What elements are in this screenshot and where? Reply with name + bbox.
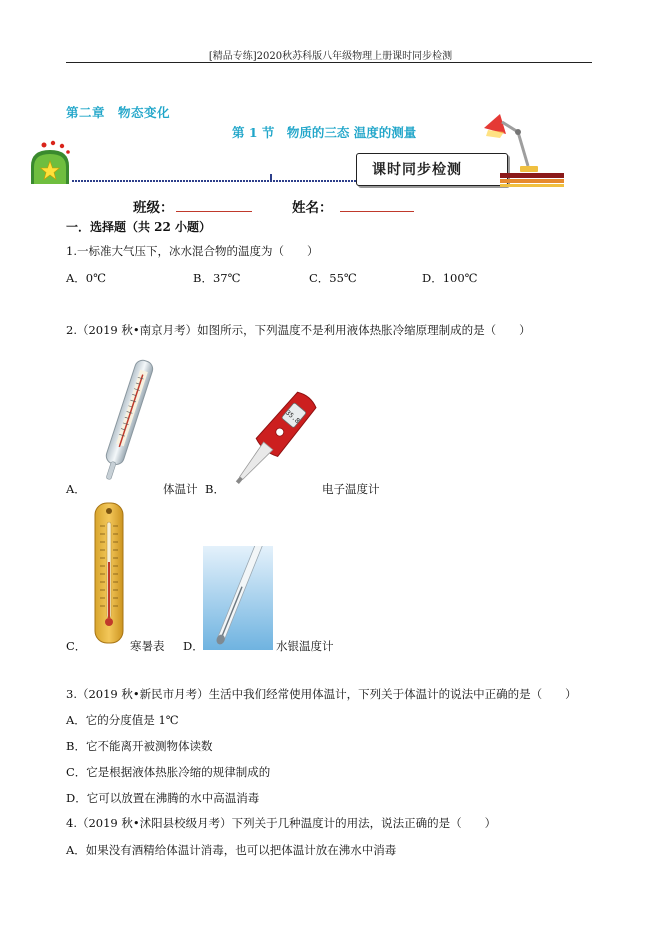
question-2-option-b-letter: B． [205, 482, 225, 496]
banner-stripe-yellow [500, 184, 564, 187]
question-2-option-a-letter: A． [66, 482, 86, 496]
question-2-option-c-letter: C． [66, 639, 87, 653]
electronic-thermometer-image [224, 386, 324, 492]
name-label: 姓名： [292, 200, 333, 216]
question-1-option-a: A．0℃ [66, 271, 106, 285]
banner-stripe-orange [500, 179, 564, 183]
electronic-thermometer-readout: 35.8 [284, 408, 302, 425]
banner-tick [270, 174, 272, 180]
question-2-option-d-caption: 水银温度计 [276, 639, 334, 653]
chapter-title: 第二章 物态变化 [66, 105, 171, 120]
question-4-stem: 4.（2019 秋•沭阳县校级月考）下列关于几种温度计的用法，说法正确的是（ ） [66, 816, 497, 830]
part-title: 一．选择题（共 22 小题） [66, 220, 212, 234]
question-1-option-b: B．37℃ [193, 271, 241, 285]
question-3-option-c: C．它是根据液体热胀冷缩的规律制成的 [66, 765, 271, 779]
question-2-stem: 2.（2019 秋•南京月考）如图所示，下列温度不是利用液体热胀冷缩原理制成的是（ ） [66, 323, 531, 337]
banner-label: 课时同步检测 [372, 162, 462, 178]
desk-lamp-icon [470, 110, 542, 174]
mercury-thermometer-image [203, 546, 273, 650]
class-input[interactable] [176, 211, 252, 212]
question-4-option-a: A．如果没有酒精给体温计消毒，也可以把体温计放在沸水中消毒 [66, 843, 397, 857]
page-header: [精品专练]2020秋苏科版八年级物理上册课时同步检测 [208, 51, 453, 62]
question-2-option-b-caption: 电子温度计 [322, 482, 380, 496]
class-label: 班级： [133, 200, 174, 216]
question-1-option-d: D．100℃ [422, 271, 478, 285]
question-3-stem: 3.（2019 秋•新民市月考）生活中我们经常使用体温计，下列关于体温计的说法中正确的是（ ） [66, 687, 577, 701]
header-rule [66, 62, 592, 63]
question-2-option-a-caption: 体温计 [163, 482, 198, 496]
question-1-option-c: C．55℃ [309, 271, 357, 285]
question-3-option-b: B．它不能离开被测物体读数 [66, 739, 213, 753]
banner-dotted-line [72, 180, 362, 182]
question-1-stem: 1.一标准大气压下，冰水混合物的温度为（ ） [66, 244, 319, 258]
wall-thermometer-image [94, 502, 124, 644]
clinical-thermometer-image [84, 352, 170, 488]
badge-star-icon [28, 140, 78, 186]
section-title: 第 1 节 物质的三态 温度的测量 [232, 125, 417, 140]
question-3-option-d: D．它可以放置在沸腾的水中高温消毒 [66, 791, 260, 805]
name-input[interactable] [340, 211, 414, 212]
question-3-option-a: A．它的分度值是 1℃ [66, 713, 179, 727]
question-2-option-c-caption: 寒暑表 [130, 639, 165, 653]
question-2-option-d-letter: D． [183, 639, 204, 653]
